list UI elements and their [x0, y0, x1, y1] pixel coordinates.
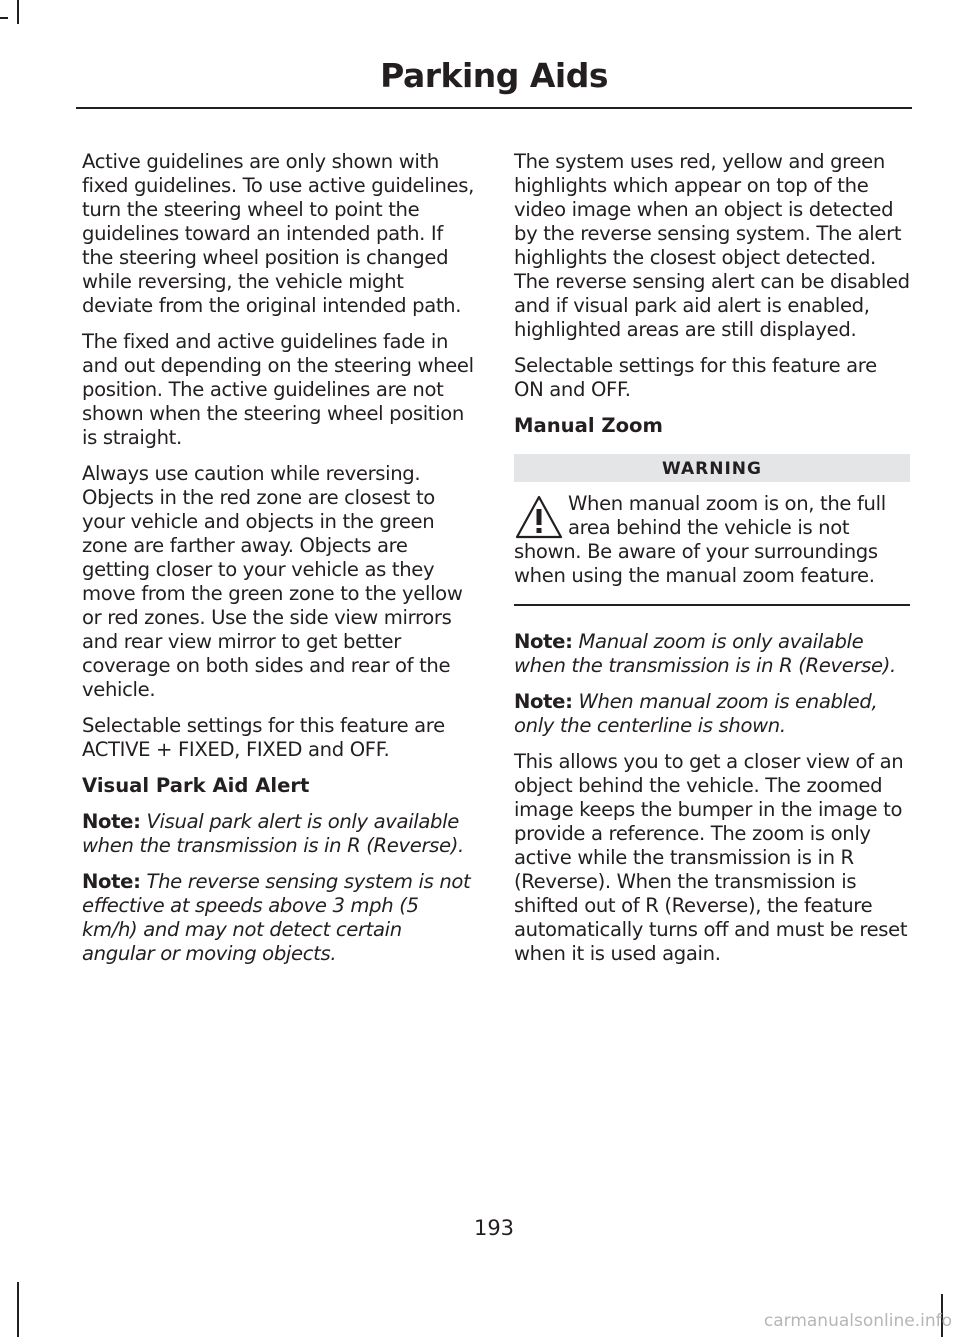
paragraph-selectable-settings: Selectable settings for this feature are ACTIVE + FIXED, FIXED and OFF. [82, 714, 445, 761]
crop-mark-top-left-vertical [17, 0, 19, 24]
note-reverse-sensing [82, 870, 478, 966]
right-column [514, 150, 910, 978]
paragraph-caution-zones: Always use caution while reversing. Objects in the red zone are closest to your vehicle and objects in the green zone are farther away. Objects are getting closer to your vehicle as they move from the green zone to the yellow or red zones. Use the side view mirrors and rear view mirror to get better coverage on both sides and rear of the vehicle. [82, 462, 463, 701]
paragraph-guidelines-fade: The fixed and active guidelines fade in and out depending on the steering wheel position. The active guidelines are not shown when the steering wheel position is straight. [82, 330, 474, 449]
watermark: carmanualsonline.info [763, 1311, 952, 1331]
note-text: Manual zoom is only available when the transmission is in R (Reverse). [514, 630, 896, 677]
paragraph-zoom-description: This allows you to get a closer view of an object behind the vehicle. The zoomed image keeps the bumper in the image to provide a reference. The zoom is only active while the transmission is in R (Reverse). When the transmission is shifted out of R (Reverse), the feature automatically turns off and must be reset when it is used again. [514, 750, 908, 965]
paragraph-selectable-settings: Selectable settings for this feature are ON and OFF. [514, 354, 877, 401]
note-label: Note: [82, 870, 141, 893]
page-title: Parking Aids [380, 56, 608, 95]
note-manual-zoom-availability [514, 630, 910, 678]
warning-triangle-icon [514, 494, 564, 540]
note-visual-park-alert [82, 810, 478, 858]
note-manual-zoom-centerline [514, 690, 910, 738]
warning-text: When manual zoom is on, the full area behind the vehicle is not shown. Be aware of your surroundings when using the manual zoom feature. [514, 492, 886, 587]
note-label: Note: [82, 810, 141, 833]
note-text: The reverse sensing system is not effective at speeds above 3 mph (5 km/h) and may not detect certain angular or moving objects. [82, 870, 471, 965]
header-divider [76, 107, 912, 109]
note-text: When manual zoom is enabled, only the centerline is shown. [514, 690, 878, 737]
note-label: Note: [514, 690, 573, 713]
crop-mark-bottom-left-vertical [17, 1282, 19, 1337]
heading-visual-park-aid-alert: Visual Park Aid Alert [82, 774, 310, 797]
note-label: Note: [514, 630, 573, 653]
paragraph-active-guidelines: Active guidelines are only shown with fixed guidelines. To use active guidelines, turn the steering wheel to point the guidelines toward an intended path. If the steering wheel position is changed while reversing, the vehicle might deviate from the original intended path. [82, 150, 474, 317]
warning-divider [514, 604, 910, 606]
warning-box [514, 492, 910, 588]
left-column [82, 150, 478, 978]
paragraph-highlights: The system uses red, yellow and green highlights which appear on top of the video image when an object is detected by the reverse sensing system. The alert highlights the closest object detected. The reverse sensing alert can be disabled and if visual park aid alert is enabled, highlighted areas are still displayed. [514, 150, 910, 341]
warning-header: WARNING [514, 454, 910, 482]
heading-manual-zoom: Manual Zoom [514, 414, 663, 437]
note-text: Visual park alert is only available when the transmission is in R (Reverse). [82, 810, 464, 857]
crop-mark-top-left-horizontal [0, 17, 8, 19]
page-number: 193 [473, 1216, 515, 1240]
